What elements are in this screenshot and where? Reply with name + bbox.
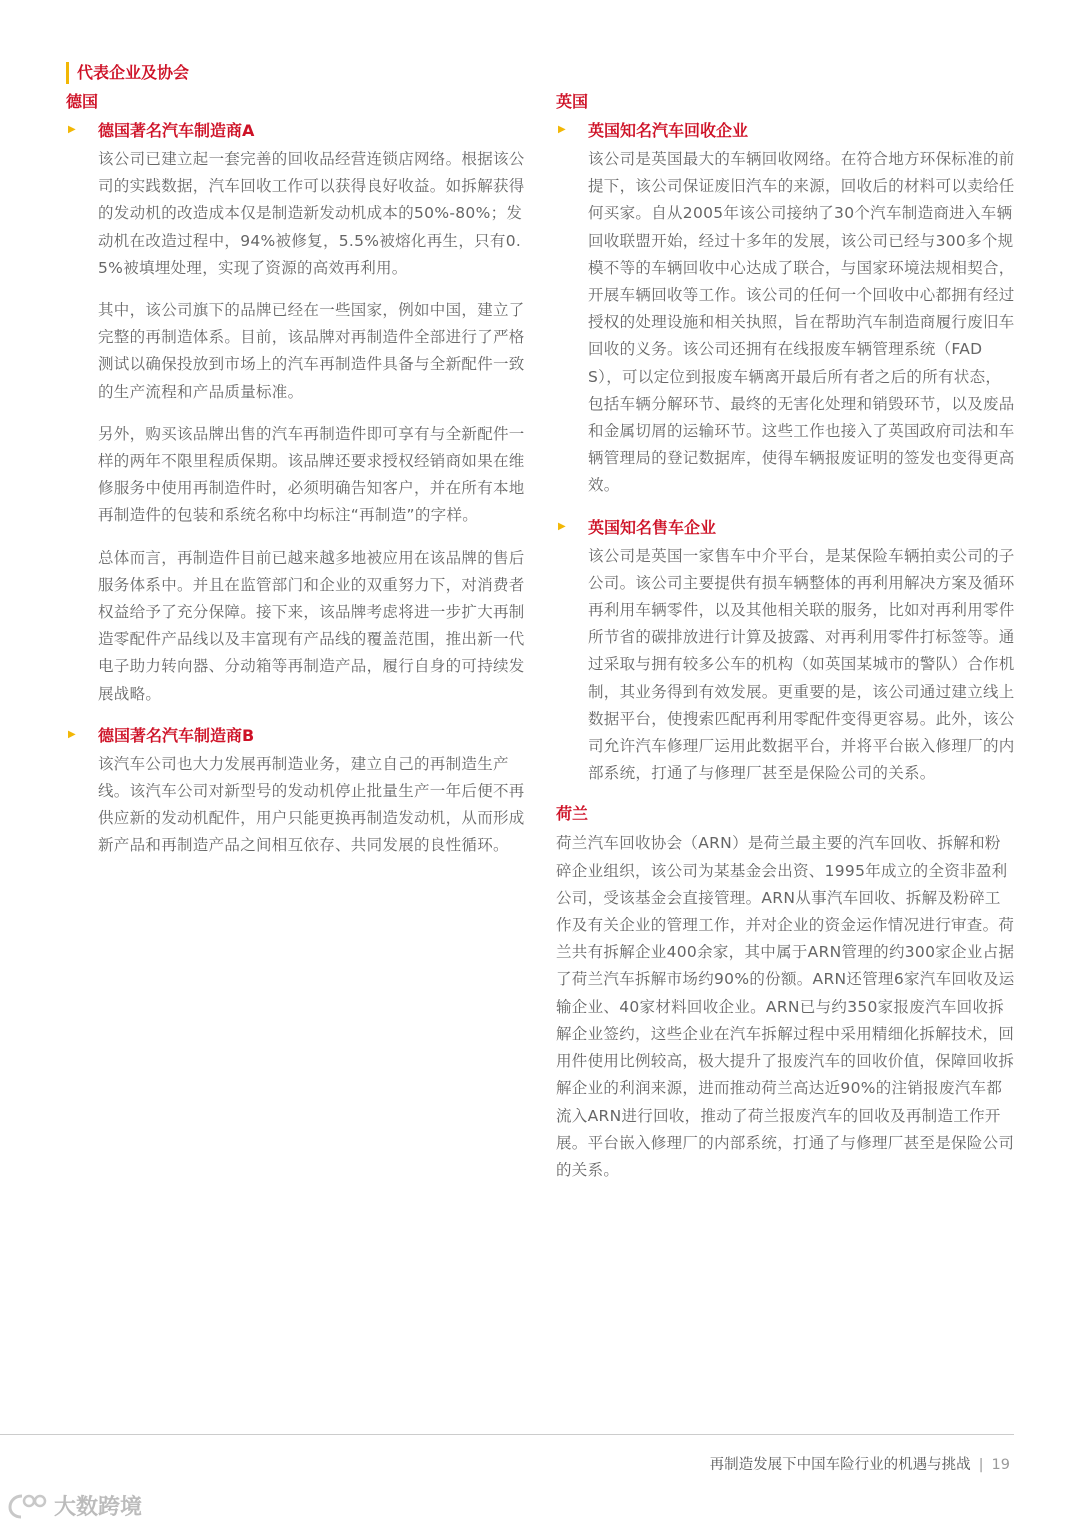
paragraph: 另外，购买该品牌出售的汽车再制造件即可享有与全新配件一样的两年不限里程质保期。该品牌还要求授权经销商如果在维修服务中使用再制造件时，必须明确告知客户，并在所有本地再制造件的包装和系统名称中均标注“再制造”的字样。 [98, 424, 525, 525]
triangle-bullet-icon: ▶ [68, 124, 76, 135]
company-name: 德国著名汽车制造商A [98, 121, 255, 140]
page-footer [710, 1455, 1010, 1475]
company-uk-car-sales [556, 515, 1016, 788]
triangle-bullet-icon: ▶ [68, 728, 76, 740]
watermark [8, 1490, 142, 1521]
paragraph: 其中，该公司旗下的品牌已经在一些国家，例如中国，建立了完整的再制造体系。目前，该品牌对再制造件全部进行了严格测试以确保投放到市场上的汽车再制造件具备与全新配件一致的生产流程和产品质量标准。 [98, 301, 525, 401]
page-number: 19 [991, 1457, 1010, 1473]
company-name: 英国知名售车企业 [588, 517, 717, 537]
watermark-text: 大数跨境 [54, 1495, 143, 1520]
company-germany-a [66, 118, 526, 708]
paragraph: 总体而言，再制造件目前已越来越多地被应用在该品牌的售后服务体系中。并且在监管部门和企业的双重努力下，对消费者权益给予了充分保障。接下来，该品牌考虑将进一步扩大再制造零配件产品线以及丰富现有产品线的覆盖范围，推出新一代电子助力转向器、分动箱等再制造产品，履行自身的可持续发展战略。 [98, 548, 525, 703]
country-heading-uk: 英国 [556, 92, 589, 111]
footer-separator: | [978, 1457, 984, 1473]
paragraph: 该汽车公司也大力发展再制造业务，建立自己的再制造生产线。该汽车公司对新型号的发动机停止批量生产一年后便不再供应新的发动机配件，用户只能更换再制造发动机，从而形成新产品和再制造产品之间相互依存、共同发展的良性循环。 [98, 754, 525, 855]
paragraph: 该公司是英国一家售车中介平台，是某保险车辆拍卖公司的子公司。该公司主要提供有损车辆整体的再利用解决方案及循环再利用车辆零件，以及其他相关联的服务，比如对再利用零件所节省的碳排放进行计算及披露、对再利用零件打标签等。通过采取与拥有较多公车的机构（如英国某城市的警队）合作机制，其业务得到有效发展。更重要的是，该公司通过建立线上数据平台，使搜索匹配再利用零配件变得更容易。此外，该公司允许汽车修理厂运用此数据平台，并将平台嵌入修理厂的内部系统，打通了与修理厂甚至是保险公司的关系。 [588, 546, 1015, 783]
left-column [66, 90, 526, 875]
paragraph: 该公司是英国最大的车辆回收网络。在符合地方环保标准的前提下，该公司保证废旧汽车的来源，回收后的材料可以卖给任何买家。自从2005年该公司接纳了30个汽车制造商进入车辆回收联盟开始，经过十多年的发展，该公司已经与300多个规模不等的车辆回收中心达成了联合，与国家环境法规相契合，开展车辆回收等工作。该公司的任何一个回收中心都拥有经过授权的处理设施和相关执照，旨在帮助汽车制造商履行废旧车回收的义务。该公司还拥有在线报废车辆管理系统（FADS），可以定位到报废车辆离开最后所有者之后的所有状态，包括车辆分解环节、最终的无害化处理和销毁环节，以及废品和金属切屑的运输环节。这些工作也接入了英国政府司法和车辆管理局的登记数据库，使得车辆报废证明的签发也变得更高效。 [588, 150, 1015, 495]
section-title: 代表企业及协会 [66, 62, 189, 84]
country-heading-germany: 德国 [66, 92, 99, 111]
company-name: 德国著名汽车制造商B [98, 725, 255, 745]
triangle-bullet-icon: ▶ [558, 520, 566, 532]
paragraph-netherlands: 荷兰汽车回收协会（ARN）是荷兰最主要的汽车回收、拆解和粉碎企业组织，该公司为某基金会出资、1995年成立的全资非盈利公司，受该基金会直接管理。ARN从事汽车回收、拆解及粉碎工作及有关企业的管理工作，并对企业的资金运作情况进行审查。荷兰共有拆解企业400余家，其中属于ARN管理的约300家企业占据了荷兰汽车拆解市场约90%的份额。ARN还管理6家汽车回收及运输企业、40家材料回收企业。ARN已与约350家报废汽车回收拆解企业签约，这些企业在汽车拆解过程中采用精细化拆解技术，回用件使用比例较高，极大提升了报废汽车的回收价值，保障回收拆解企业的利润来源，进而推动荷兰高达近90%的注销报废汽车都流入ARN进行回收，推动了荷兰报废汽车的回收及再制造工作开展。平台嵌入修理厂的内部系统，打通了与修理厂甚至是保险公司的关系。 [556, 834, 1015, 1179]
watermark-logo-icon [8, 1492, 48, 1520]
right-column [556, 90, 1016, 1199]
country-heading-netherlands: 荷兰 [556, 804, 589, 824]
triangle-bullet-icon: ▶ [558, 124, 566, 135]
company-uk-recycling [556, 118, 1016, 500]
paragraph: 该公司已建立起一套完善的回收品经营连锁店网络。根据该公司的实践数据，汽车回收工作可以获得良好收益。如拆解获得的发动机的改造成本仅是制造新发动机成本的50%-80%；发动机在改造过程中，94%被修复，5.5%被熔化再生，只有0.5%被填埋处理，实现了资源的高效再利用。 [98, 150, 525, 277]
company-germany-b [66, 723, 526, 860]
company-name: 英国知名汽车回收企业 [588, 121, 749, 140]
footer-divider [0, 1434, 1014, 1435]
report-title: 再制造发展下中国车险行业的机遇与挑战 [709, 1457, 971, 1473]
